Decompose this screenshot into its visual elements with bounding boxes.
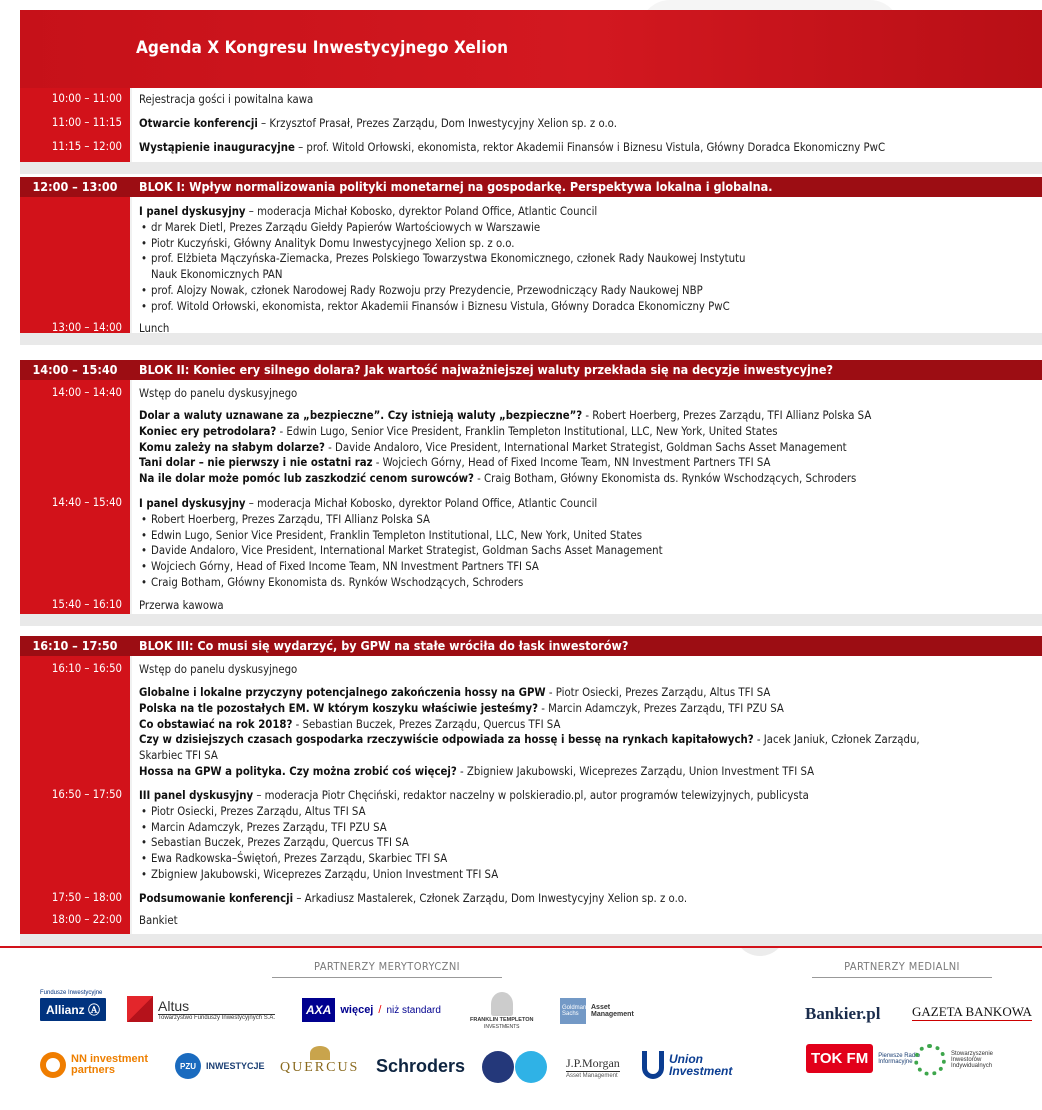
gazeta-bankowa-logo: GAZETA BANKOWA: [912, 1004, 1032, 1019]
row-time: 11:15 – 12:00: [51, 140, 122, 153]
panelist: • dr Marek Dietl, Prezes Zarządu Giełdy Papierów Wartościowych w Warszawie: [139, 220, 1029, 236]
talk: Co obstawiać na rok 2018? - Sebastian Buczek, Prezes Zarządu, Quercus TFI SA: [139, 717, 561, 731]
jpmorgan-logo: J.P.Morgan Asset Management: [566, 1056, 620, 1079]
talk: Czy w dzisiejszych czasach gospodarka rzeczywiście odpowiada za hossę i bessę na rynkach kapitałowych? - Jacek Janiuk, Członek Zarządu,: [139, 733, 920, 747]
agenda-header: [20, 10, 1042, 88]
panelist: • prof. Alojzy Nowak, członek Narodowej Rady Rozwoju przy Prezydencie, Przewodniczący Rady Naukowej NBP: [139, 283, 1029, 299]
panelist: • Zbigniew Jakubowski, Wiceprezes Zarządu, Union Investment TFI SA: [139, 867, 1029, 883]
panelist: • Piotr Kuczyński, Główny Analityk Domu Inwestycyjnego Xelion sp. z o.o.: [139, 236, 1029, 252]
franklin-templeton-logo: FRANKLIN TEMPLETON INVESTMENTS: [470, 992, 533, 1030]
row-time: 11:00 – 11:15: [51, 116, 122, 129]
block-3-header: 16:10 – 17:50 BLOK III: Co musi się wydarzyć, by GPW na stałe wróciła do łask inwestorów?: [20, 636, 1042, 656]
axa-logo: AXA więcej / niż standard: [302, 998, 441, 1022]
talk: Globalne i lokalne przyczyny potencjalnego zakończenia hossy na GPW - Piotr Osiecki, Prezes Zarządu, Altus TFI SA: [139, 686, 771, 699]
talk: Komu zależy na słabym dolarze? - Davide Andaloro, Vice President, International Market Strategist, Goldman Sachs Asset Management: [139, 440, 847, 454]
panelist: • Davide Andaloro, Vice President, International Market Strategist, Goldman Sachs Asset Management: [139, 543, 1029, 559]
allianz-logo: Fundusze Inwestycyjne Allianz Ⓐ: [40, 990, 106, 1021]
panelist: • prof. Elżbieta Mączyńska-Ziemacka, Prezes Polskiego Towarzystwa Ekonomicznego, członek Rady Naukowej Instytutu: [139, 251, 1029, 267]
agenda-title: Agenda X Kongresu Inwestycyjnego Xelion: [136, 38, 509, 58]
panelist: • Craig Botham, Główny Ekonomista ds. Rynków Wschodzących, Schroders: [139, 575, 1029, 591]
schroders-logo: Schroders: [376, 1056, 466, 1076]
talk: Na ile dolar może pomóc lub zaszkodzić cenom surowców? - Craig Botham, Główny Ekonomista ds. Rynków Wschodzących, Schroders: [139, 472, 857, 486]
altus-logo: Altus Towarzystwo Funduszy Inwestycyjnych S.A.: [127, 996, 275, 1022]
tokfm-logo: TOK FM Pierwsze Radio Informacyjne: [806, 1044, 922, 1073]
investor-funds-logo: [482, 1051, 547, 1083]
panelist: • Piotr Osiecki, Prezes Zarządu, Altus TFI SA: [139, 804, 1029, 820]
panelist: • Robert Hoerberg, Prezes Zarządu, TFI Allianz Polska SA: [139, 512, 1029, 528]
bankier-logo: Bankier.pl: [805, 1004, 881, 1023]
panelist: • Ewa Radkowska–Świętoń, Prezes Zarządu, Skarbiec TFI SA: [139, 851, 1029, 867]
pzu-logo: PZU INWESTYCJE: [175, 1053, 265, 1079]
panelist: • Sebastian Buczek, Prezes Zarządu, Quercus TFI SA: [139, 835, 1029, 851]
union-investment-logo: Union Investment: [642, 1051, 741, 1079]
panelist: • prof. Witold Orłowski, ekonomista, rektor Akademii Finansów i Biznesu Vistula, Główny Doradca Ekonomiczny PwC: [139, 299, 1029, 315]
talk: Tani dolar – nie pierwszy i nie ostatni raz - Wojciech Górny, Head of Fixed Income Team, NN Investment Partners TFI SA: [139, 456, 771, 470]
block-2-header: 14:00 – 15:40 BLOK II: Koniec ery silnego dolara? Jak wartość najważniejszej waluty przekłada się na decyzje inwestycyjne?: [20, 360, 1042, 380]
goldman-sachs-logo: Goldman Sachs Asset Management: [560, 998, 637, 1024]
talk: Hossa na GPW a polityka. Czy można zrobić coś więcej? - Zbigniew Jakubowski, Wiceprezes Zarządu, Union Investment TFI SA: [139, 764, 815, 778]
merit-partners-label: PARTNERZY MERYTORYCZNI: [272, 960, 502, 978]
quercus-logo: QUERCUS: [280, 1046, 359, 1076]
talk: Koniec ery petrodolara? - Edwin Lugo, Senior Vice President, Franklin Templeton Institutional, LLC, New York, United States: [139, 424, 778, 438]
panelist: • Marcin Adamczyk, Prezes Zarządu, TFI PZU SA: [139, 820, 1029, 836]
media-partners-label: PARTNERZY MEDIALNI: [812, 960, 992, 978]
panelist: • Edwin Lugo, Senior Vice President, Franklin Templeton Institutional, LLC, New York, United States: [139, 528, 1029, 544]
nn-logo: NN investment partners: [40, 1052, 155, 1078]
talk: Dolar a waluty uznawane za „bezpieczne”. Czy istnieją waluty „bezpieczne”? - Robert Hoerberg, Prezes Zarządu, TFI Allianz Polska SA: [139, 409, 872, 422]
talk: Polska na tle pozostałych EM. W którym koszyku właściwie jesteśmy? - Marcin Adamczyk, Prezes Zarządu, TFI PZU SA: [139, 701, 784, 715]
sii-logo: Stowarzyszenie Inwestorów Indywidualnych: [914, 1044, 1007, 1076]
block-1-header: 12:00 – 13:00 BLOK I: Wpływ normalizowania polityki monetarnej na gospodarkę. Perspektywa lokalna i globalna.: [20, 177, 1042, 197]
footer-divider: [0, 946, 1042, 948]
panelist: • Wojciech Górny, Head of Fixed Income Team, NN Investment Partners TFI SA: [139, 559, 1029, 575]
row-time: 10:00 – 11:00: [51, 92, 122, 105]
